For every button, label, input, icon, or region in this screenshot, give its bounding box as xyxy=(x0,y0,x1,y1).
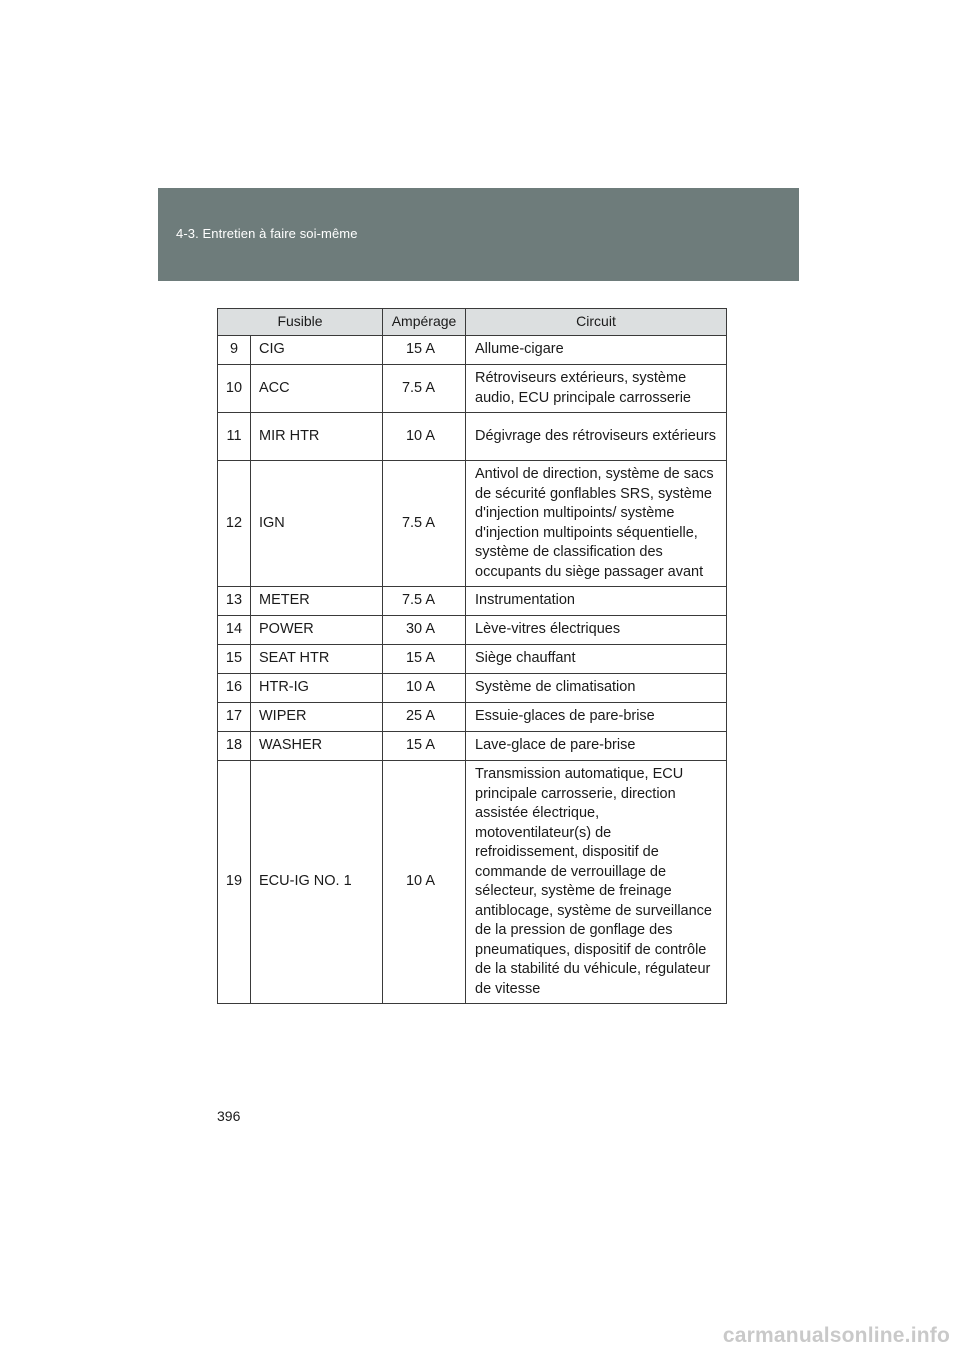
fuse-amperage: 10 A xyxy=(383,674,466,703)
fuse-number: 18 xyxy=(218,732,251,761)
section-header-band xyxy=(158,188,799,281)
fuse-name: CIG xyxy=(251,336,383,365)
fuse-circuit: Siège chauffant xyxy=(466,645,727,674)
fuse-name: ACC xyxy=(251,365,383,413)
fuse-name: SEAT HTR xyxy=(251,645,383,674)
table-row xyxy=(218,587,727,616)
fuse-number: 12 xyxy=(218,461,251,587)
fuse-circuit: Transmission automatique, ECU principale carrosserie, direction assistée électrique, motoventilateur(s) de refroidissement, dispositif de commande de verrouillage de sélecteur, système de freinage antiblocage, système de surveillance de la pression de gonflage des pneumatiques, dispositif de contrôle de la stabilité du véhicule, régulateur de vitesse xyxy=(466,761,727,1004)
fuse-circuit: Lave-glace de pare-brise xyxy=(466,732,727,761)
table-row xyxy=(218,674,727,703)
fuse-circuit: Instrumentation xyxy=(466,587,727,616)
table-row xyxy=(218,461,727,587)
table-row xyxy=(218,732,727,761)
fuse-name: HTR-IG xyxy=(251,674,383,703)
column-header-circuit: Circuit xyxy=(466,309,727,336)
fuse-number: 15 xyxy=(218,645,251,674)
fuse-amperage: 7.5 A xyxy=(383,365,466,413)
column-header-amperage: Ampérage xyxy=(383,309,466,336)
column-header-fuse: Fusible xyxy=(218,309,383,336)
table-row xyxy=(218,616,727,645)
section-title: 4-3. Entretien à faire soi-même xyxy=(176,226,358,241)
fuse-amperage: 15 A xyxy=(383,732,466,761)
fuse-name: MIR HTR xyxy=(251,413,383,461)
fuse-number: 17 xyxy=(218,703,251,732)
fuse-circuit: Antivol de direction, système de sacs de sécurité gonflables SRS, système d'injection multipoints/ système d'injection multipoints séquentielle, système de classification des occupants du siège passager avant xyxy=(466,461,727,587)
fuse-amperage: 10 A xyxy=(383,413,466,461)
table-row xyxy=(218,761,727,1004)
fuse-amperage: 30 A xyxy=(383,616,466,645)
fuse-circuit: Rétroviseurs extérieurs, système audio, ECU principale carrosserie xyxy=(466,365,727,413)
fuse-name: WIPER xyxy=(251,703,383,732)
table-row xyxy=(218,336,727,365)
fuse-amperage: 10 A xyxy=(383,761,466,1004)
fuse-amperage: 7.5 A xyxy=(383,587,466,616)
table-row xyxy=(218,703,727,732)
fuse-table xyxy=(217,308,727,1004)
fuse-name: ECU-IG NO. 1 xyxy=(251,761,383,1004)
table-row xyxy=(218,645,727,674)
fuse-amperage: 15 A xyxy=(383,645,466,674)
fuse-circuit: Allume-cigare xyxy=(466,336,727,365)
fuse-name: POWER xyxy=(251,616,383,645)
table-row xyxy=(218,365,727,413)
fuse-amperage: 7.5 A xyxy=(383,461,466,587)
fuse-circuit: Système de climatisation xyxy=(466,674,727,703)
fuse-name: WASHER xyxy=(251,732,383,761)
watermark-logo: carmanualsonline.info xyxy=(722,1324,950,1347)
fuse-circuit: Essuie-glaces de pare-brise xyxy=(466,703,727,732)
fuse-number: 14 xyxy=(218,616,251,645)
table-header-row xyxy=(218,309,727,336)
fuse-circuit: Dégivrage des rétroviseurs extérieurs xyxy=(466,413,727,461)
page-number: 396 xyxy=(217,1108,241,1124)
fuse-name: IGN xyxy=(251,461,383,587)
fuse-number: 16 xyxy=(218,674,251,703)
fuse-number: 10 xyxy=(218,365,251,413)
fuse-number: 13 xyxy=(218,587,251,616)
fuse-circuit: Lève-vitres électriques xyxy=(466,616,727,645)
fuse-amperage: 25 A xyxy=(383,703,466,732)
fuse-number: 11 xyxy=(218,413,251,461)
fuse-number: 9 xyxy=(218,336,251,365)
table-row xyxy=(218,413,727,461)
fuse-amperage: 15 A xyxy=(383,336,466,365)
fuse-number: 19 xyxy=(218,761,251,1004)
fuse-name: METER xyxy=(251,587,383,616)
